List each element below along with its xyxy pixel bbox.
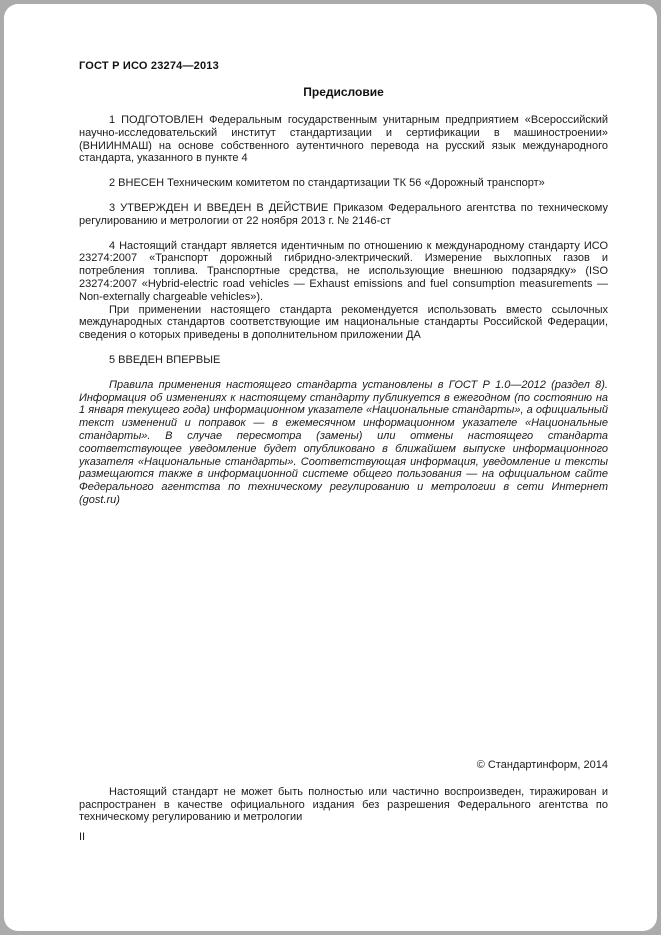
paragraph-prepared: 1 ПОДГОТОВЛЕН Федеральным государственным унитарным предприятием «Всероссийский научно-исследовательский институт стандартизации и сертификации в машиностроении» (ВНИИНМАШ) на основе собственного аутентичного перевода на русский язык международного стандарта, указанного в пункте 4 [79, 114, 608, 165]
reproduction-disclaimer: Настоящий стандарт не может быть полностью или частично воспроизведен, тиражирован и распространен в качестве официального издания без разрешения Федерального агентства по техническому регулированию и метрологии [79, 785, 608, 824]
paragraph-application-rules: Правила применения настоящего стандарта установлены в ГОСТ Р 1.0—2012 (раздел 8). Информация об изменениях к настоящему стандарту публикуется в ежегодном (по состоянию на 1 января текущего года) информационном указателе «Национальные стандарты», а официальный текст изменений и поправок — в ежемесячном информационном указателе «Национальные стандарты». В случае пересмотра (замены) или отмены настоящего стандарта соответствующее уведомление будет опубликовано в ближайшем выпуске информационного указателя «Национальные стандарты». Соответствующая информация, уведомление и тексты размещаются также в информационной системе общего пользования — на официальном сайте Федерального агентства по техническому регулированию и метрологии в сети Интернет (gost.ru) [79, 378, 608, 506]
section-title-foreword: Предисловие [303, 85, 384, 99]
document-page [4, 4, 657, 931]
document-number-header: ГОСТ Р ИСО 23274—2013 [79, 60, 219, 72]
paragraph-application-note: При применении настоящего стандарта рекомендуется использовать вместо ссылочных международных стандартов соответствующие им национальные стандарты Российской Федерации, сведения о которых приведены в дополнительном приложении ДА [79, 303, 608, 342]
copyright-notice: © Стандартинформ, 2014 [476, 758, 608, 771]
paragraph-submitted: 2 ВНЕСЕН Техническим комитетом по стандартизации ТК 56 «Дорожный транспорт» [109, 177, 545, 190]
paragraph-approved: 3 УТВЕРЖДЕН И ВВЕДЕН В ДЕЙСТВИЕ Приказом Федерального агентства по техническому регулированию и метрологии от 22 ноября 2013 г. № 2146-ст [79, 201, 608, 227]
paragraph-identical-standard: 4 Настоящий стандарт является идентичным по отношению к международному стандарту ИСО 23274:2007 «Транспорт дорожный гибридно-электрический. Измерение выхлопных газов и потребления топлива. Транспортные средства, не использующие внешнюю подзарядку» (ISO 23274:2007 «Hybrid-electric road vehicles — Exhaust emissions and fuel consumption measurements — Non-externally chargeable vehicles»). [79, 239, 608, 303]
paragraph-introduced-first-time: 5 ВВЕДЕН ВПЕРВЫЕ [109, 353, 221, 366]
page-number: II [79, 831, 86, 844]
